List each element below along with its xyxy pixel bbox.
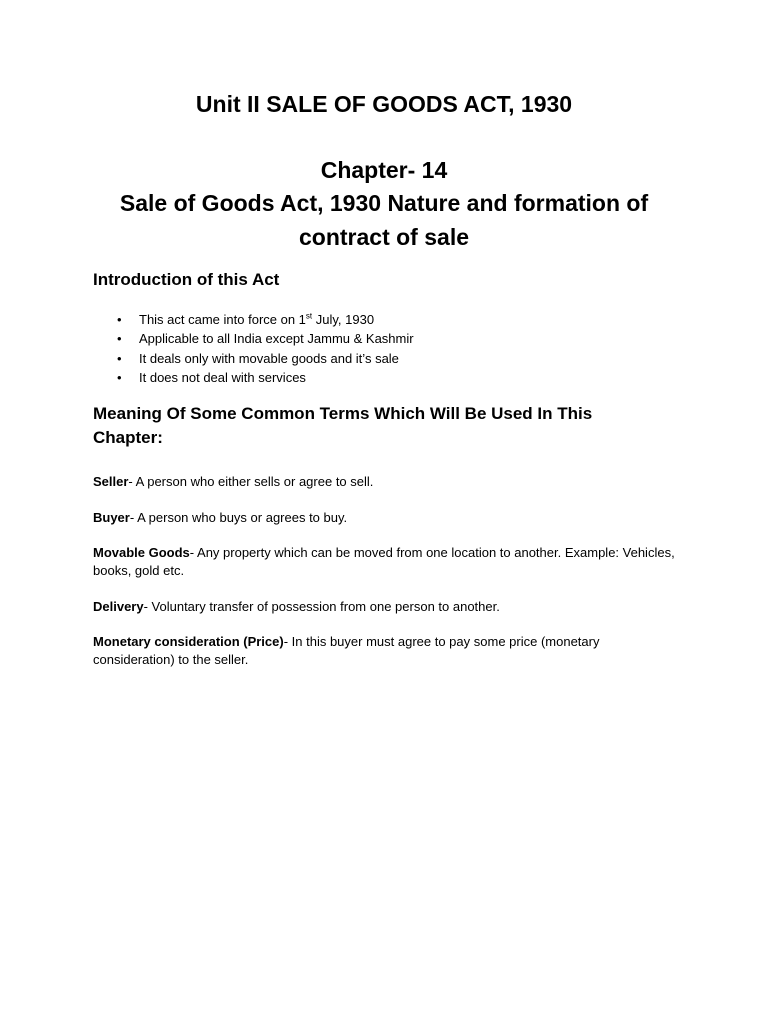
term-definition: - A person who buys or agrees to buy. <box>129 510 348 525</box>
intro-heading: Introduction of this Act <box>93 270 280 289</box>
bullet-item: • It deals only with movable goods and it’s sale <box>93 349 414 368</box>
bullet-item: • Applicable to all India except Jammu & Kashmir <box>93 329 414 348</box>
term-monetary-consideration <box>93 633 683 669</box>
chapter-label: Chapter- 14 <box>320 157 448 183</box>
term-movable-goods <box>93 544 683 580</box>
bullet-icon: • <box>117 350 122 366</box>
terms-heading: Meaning Of Some Common Terms Which Will Be Used In This Chapter: <box>93 404 593 447</box>
term-definition: - A person who either sells or agree to sell. <box>128 474 374 489</box>
term-seller <box>93 473 683 491</box>
bullet-icon: • <box>117 369 122 385</box>
term-label: Buyer <box>93 510 130 525</box>
bullet-icon: • <box>117 331 122 347</box>
bullet-item: • It does not deal with services <box>93 368 414 387</box>
term-buyer <box>93 509 683 527</box>
term-definition: - In this buyer must agree to pay some price (monetary consideration) to the seller. <box>93 634 600 667</box>
term-label: Seller <box>93 474 129 489</box>
bullet-icon: • <box>117 312 122 327</box>
bullet-item: • This act came into force on 1st July, 1930 <box>93 310 414 329</box>
term-label: Delivery <box>93 599 144 614</box>
term-definition: - Any property which can be moved from one location to another. Example: Vehicles, books, gold etc. <box>93 545 675 578</box>
term-label: Monetary consideration (Price) <box>93 634 284 649</box>
intro-bullet-list <box>93 310 414 387</box>
chapter-title: Sale of Goods Act, 1930 Nature and formation of contract of sale <box>119 190 649 250</box>
term-definition: - Voluntary transfer of possession from one person to another. <box>143 599 500 614</box>
term-delivery <box>93 598 683 616</box>
term-label: Movable Goods <box>93 545 190 560</box>
unit-title: Unit II SALE OF GOODS ACT, 1930 <box>195 91 573 117</box>
